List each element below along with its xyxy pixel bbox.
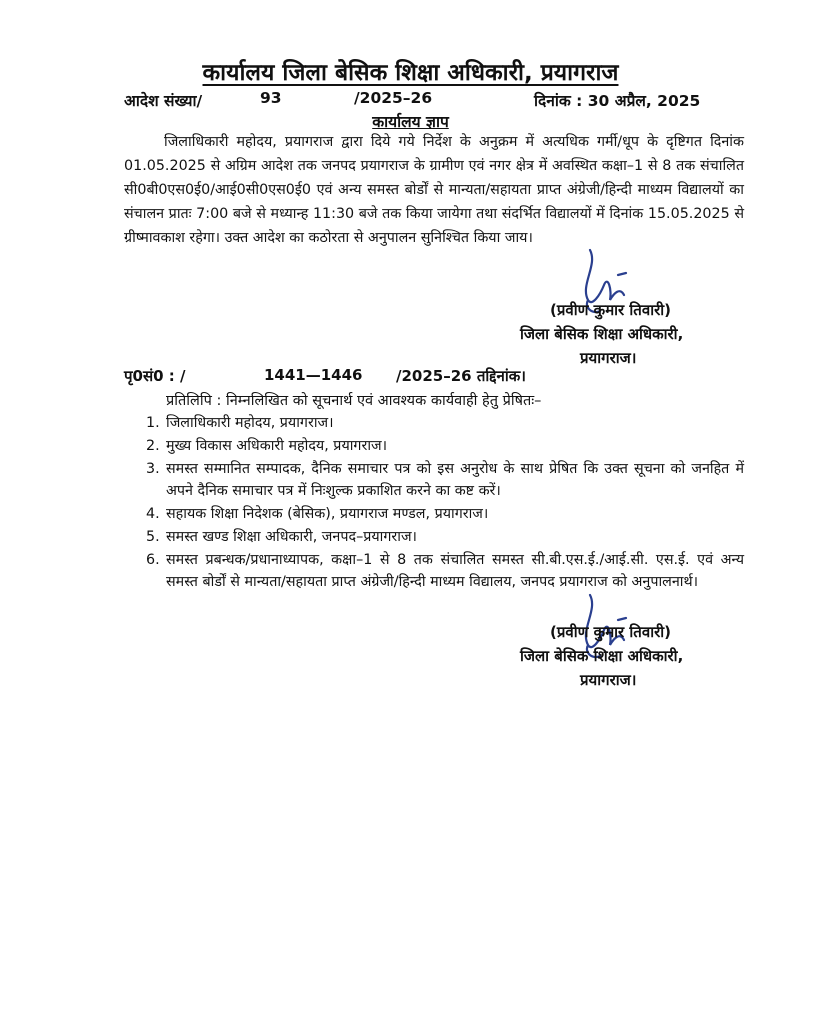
order-date: दिनांक : 30 अप्रैल, 2025 <box>534 92 701 110</box>
signatory-name: (प्रवीण कुमार तिवारी) <box>550 623 671 641</box>
memo-body: जिलाधिकारी महोदय, प्रयागराज द्वारा दिये गये निर्देश के अनुक्रम में अत्यधिक गर्मी/धूप के दृष्टिगत दिनांक 01.05.2025 से अग्रिम आदेश तक जनपद प्रयागराज के ग्रामीण एवं नगर क्षेत्र में अवस्थित कक्षा–1 से 8 तक संचालित सी0बी0एस0ई0/आई0सी0एस0ई0 एवं अन्य समस्त बोर्डों से मान्यता/सहायता प्राप्त अंग्रेजी/हिन्दी माध्यम विद्यालयों का संचालन प्रातः 7:00 बजे से मध्यान्ह 11:30 बजे तक किया जायेगा तथा संदर्भित विद्यालयों में दिनांक 15.05.2025 से ग्रीष्मावकाश रहेगा। उक्त आदेश का कठोरता से अनुपालन सुनिश्चित किया जाय। <box>124 134 744 246</box>
list-item: 5. समस्त खण्ड शिक्षा अधिकारी, जनपद–प्रयागराज। <box>146 529 417 545</box>
reference-year: /2025–26 तद्दिनांक। <box>396 367 526 385</box>
signature-block-1 <box>520 298 683 370</box>
memo-heading: कार्यालय ज्ञाप <box>372 113 449 131</box>
signatory-name: (प्रवीण कुमार तिवारी) <box>550 301 671 319</box>
copy-recipients-list <box>124 412 744 594</box>
list-item: 1. जिलाधिकारी महोदय, प्रयागराज। <box>146 415 334 431</box>
reference-number: 1441—1446 <box>264 366 363 384</box>
reference-label: पृ0सं0 : / <box>124 367 186 385</box>
document-title: कार्यालय जिला बेसिक शिक्षा अधिकारी, प्रयागराज <box>202 60 619 86</box>
reference-line <box>124 366 624 388</box>
signatory-designation: जिला बेसिक शिक्षा अधिकारी, <box>520 325 684 343</box>
order-line <box>124 89 704 111</box>
order-number: 93 <box>260 89 282 107</box>
list-item: 2. मुख्य विकास अधिकारी महोदय, प्रयागराज। <box>146 438 388 454</box>
list-item: 6. समस्त प्रबन्धक/प्रधानाध्यापक, कक्षा–1 से 8 तक संचालित समस्त सी.बी.एस.ई./आई.सी. एस.ई. एवं अन्य समस्त बोर्डों से मान्यता/सहायता प्राप्त अंग्रेजी/हिन्दी माध्यम विद्यालय, जनपद प्रयागराज को अनुपालनार्थ। <box>146 552 744 590</box>
signature-block-2 <box>520 620 683 692</box>
order-label: आदेश संख्या/ <box>124 92 203 110</box>
list-item: 4. सहायक शिक्षा निदेशक (बेसिक), प्रयागराज मण्डल, प्रयागराज। <box>146 506 489 522</box>
copy-intro: प्रतिलिपि : निम्नलिखित को सूचनार्थ एवं आवश्यक कार्यवाही हेतु प्रेषितः– <box>166 393 542 409</box>
signatory-designation: जिला बेसिक शिक्षा अधिकारी, <box>520 647 684 665</box>
order-year: /2025–26 <box>354 89 433 107</box>
list-item: 3. समस्त सम्मानित सम्पादक, दैनिक समाचार पत्र को इस अनुरोध के साथ प्रेषित कि उक्त सूचना को जनहित में अपने दैनिक समाचार पत्र में निःशुल्क प्रकाशित करने का कष्ट करें। <box>146 461 744 499</box>
signatory-place: प्रयागराज। <box>580 671 637 689</box>
signatory-place: प्रयागराज। <box>580 349 637 367</box>
